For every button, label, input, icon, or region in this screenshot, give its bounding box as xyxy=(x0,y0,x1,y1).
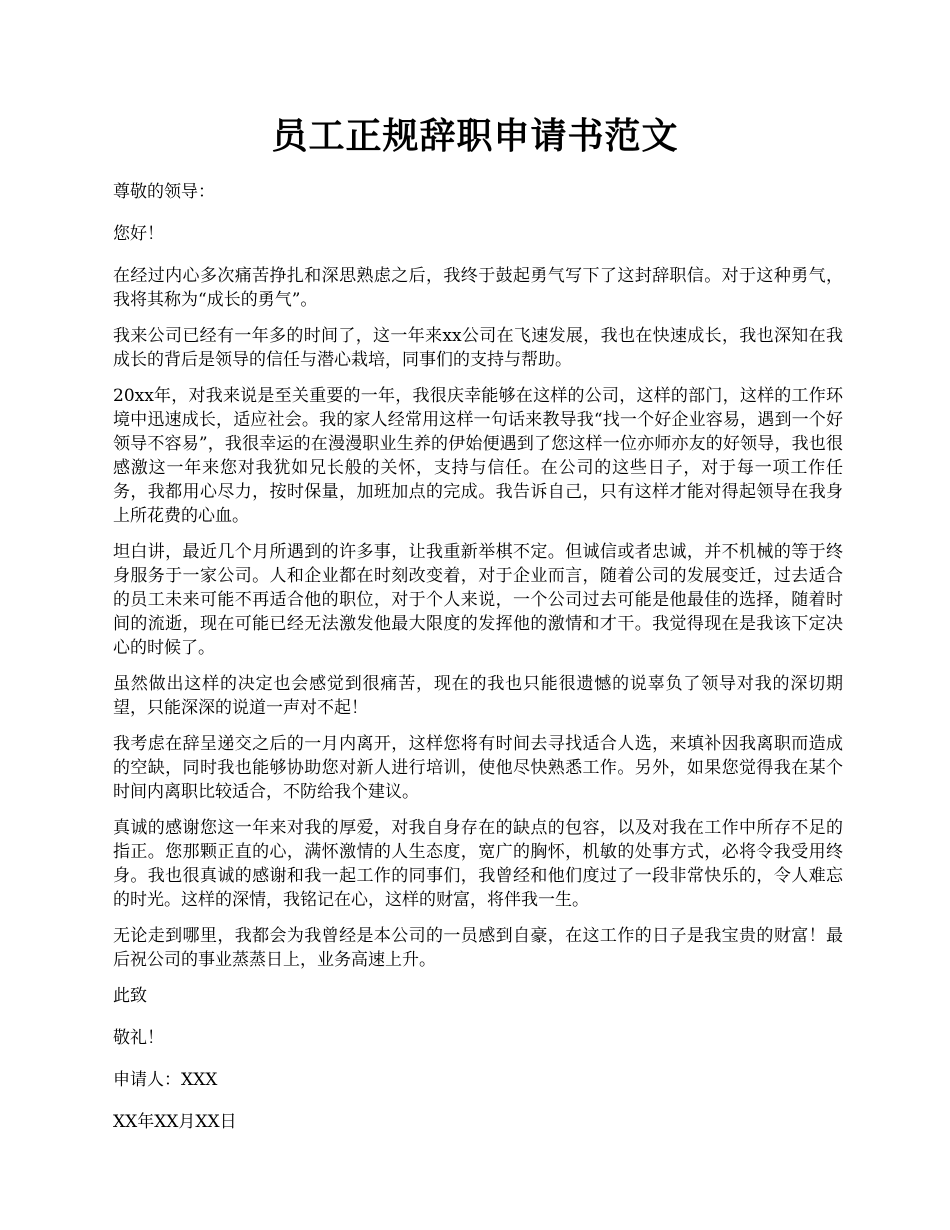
greeting: 您好！ xyxy=(113,224,164,244)
document-body xyxy=(113,180,843,1152)
paragraph-6: 我考虑在辞呈递交之后的一月内离开，这样您将有时间去寻找适合人选，来填补因我离职而造成的空缺，同时我也能够协助您对新人进行培训，使他尽快熟悉工作。另外，如果您觉得我在某个时间内离职比较适合，不防给我个建议。 xyxy=(113,734,843,802)
paragraph-2: 我来公司已经有一年多的时间了，这一年来xx公司在飞速发展，我也在快速成长，我也深知在我成长的背后是领导的信任与潜心栽培，同事们的支持与帮助。 xyxy=(113,326,843,370)
regards: 敬礼！ xyxy=(113,1028,164,1048)
document-title: 员工正规辞职申请书范文 xyxy=(271,115,679,157)
paragraph-3: 20xx年，对我来说是至关重要的一年，我很庆幸能够在这样的公司，这样的部门，这样的工作环境中迅速成长，适应社会。我的家人经常用这样一句话来教导我“找一个好企业容易，遇到一个好领导不容易”，我很幸运的在漫漫职业生养的伊始便遇到了您这样一位亦师亦友的好领导，我也很感激这一年来您对我犹如兄长般的关怀，支持与信任。在公司的这些日子，对于每一项工作任务，我都用心尽力，按时保量，加班加点的完成。我告诉自己，只有这样才能对得起领导在我身上所花费的心血。 xyxy=(113,386,843,526)
paragraph-1: 在经过内心多次痛苦挣扎和深思熟虑之后，我终于鼓起勇气写下了这封辞职信。对于这种勇气，我将其称为“成长的勇气”。 xyxy=(113,266,843,310)
paragraph-7: 真诚的感谢您这一年来对我的厚爱，对我自身存在的缺点的包容，以及对我在工作中所存不足的指正。您那颗正直的心，满怀激情的人生态度，宽广的胸怀，机敏的处事方式，必将令我受用终身。我也很真诚的感谢和我一起工作的同事们，我曾经和他们度过了一段非常快乐的，令人难忘的时光。这样的深情，我铭记在心，这样的财富，将伴我一生。 xyxy=(113,818,843,910)
paragraph-5: 虽然做出这样的决定也会感觉到很痛苦，现在的我也只能很遗憾的说辜负了领导对我的深切期望，只能深深的说道一声对不起！ xyxy=(113,674,843,718)
paragraph-8: 无论走到哪里，我都会为我曾经是本公司的一员感到自豪，在这工作的日子是我宝贵的财富！最后祝公司的事业蒸蒸日上，业务高速上升。 xyxy=(113,926,843,970)
date: XX年XX月XX日 xyxy=(113,1112,237,1132)
salutation: 尊敬的领导： xyxy=(113,182,215,202)
closing: 此致 xyxy=(113,986,147,1006)
applicant: 申请人：XXX xyxy=(113,1070,218,1090)
paragraph-4: 坦白讲，最近几个月所遇到的许多事，让我重新举棋不定。但诚信或者忠诚，并不机械的等于终身服务于一家公司。人和企业都在时刻改变着，对于企业而言，随着公司的发展变迁，过去适合的员工未来可能不再适合他的职位，对于个人来说，一个公司过去可能是他最佳的选择，随着时间的流逝，现在可能已经无法激发他最大限度的发挥他的激情和才干。我觉得现在是我该下定决心的时候了。 xyxy=(113,542,843,658)
